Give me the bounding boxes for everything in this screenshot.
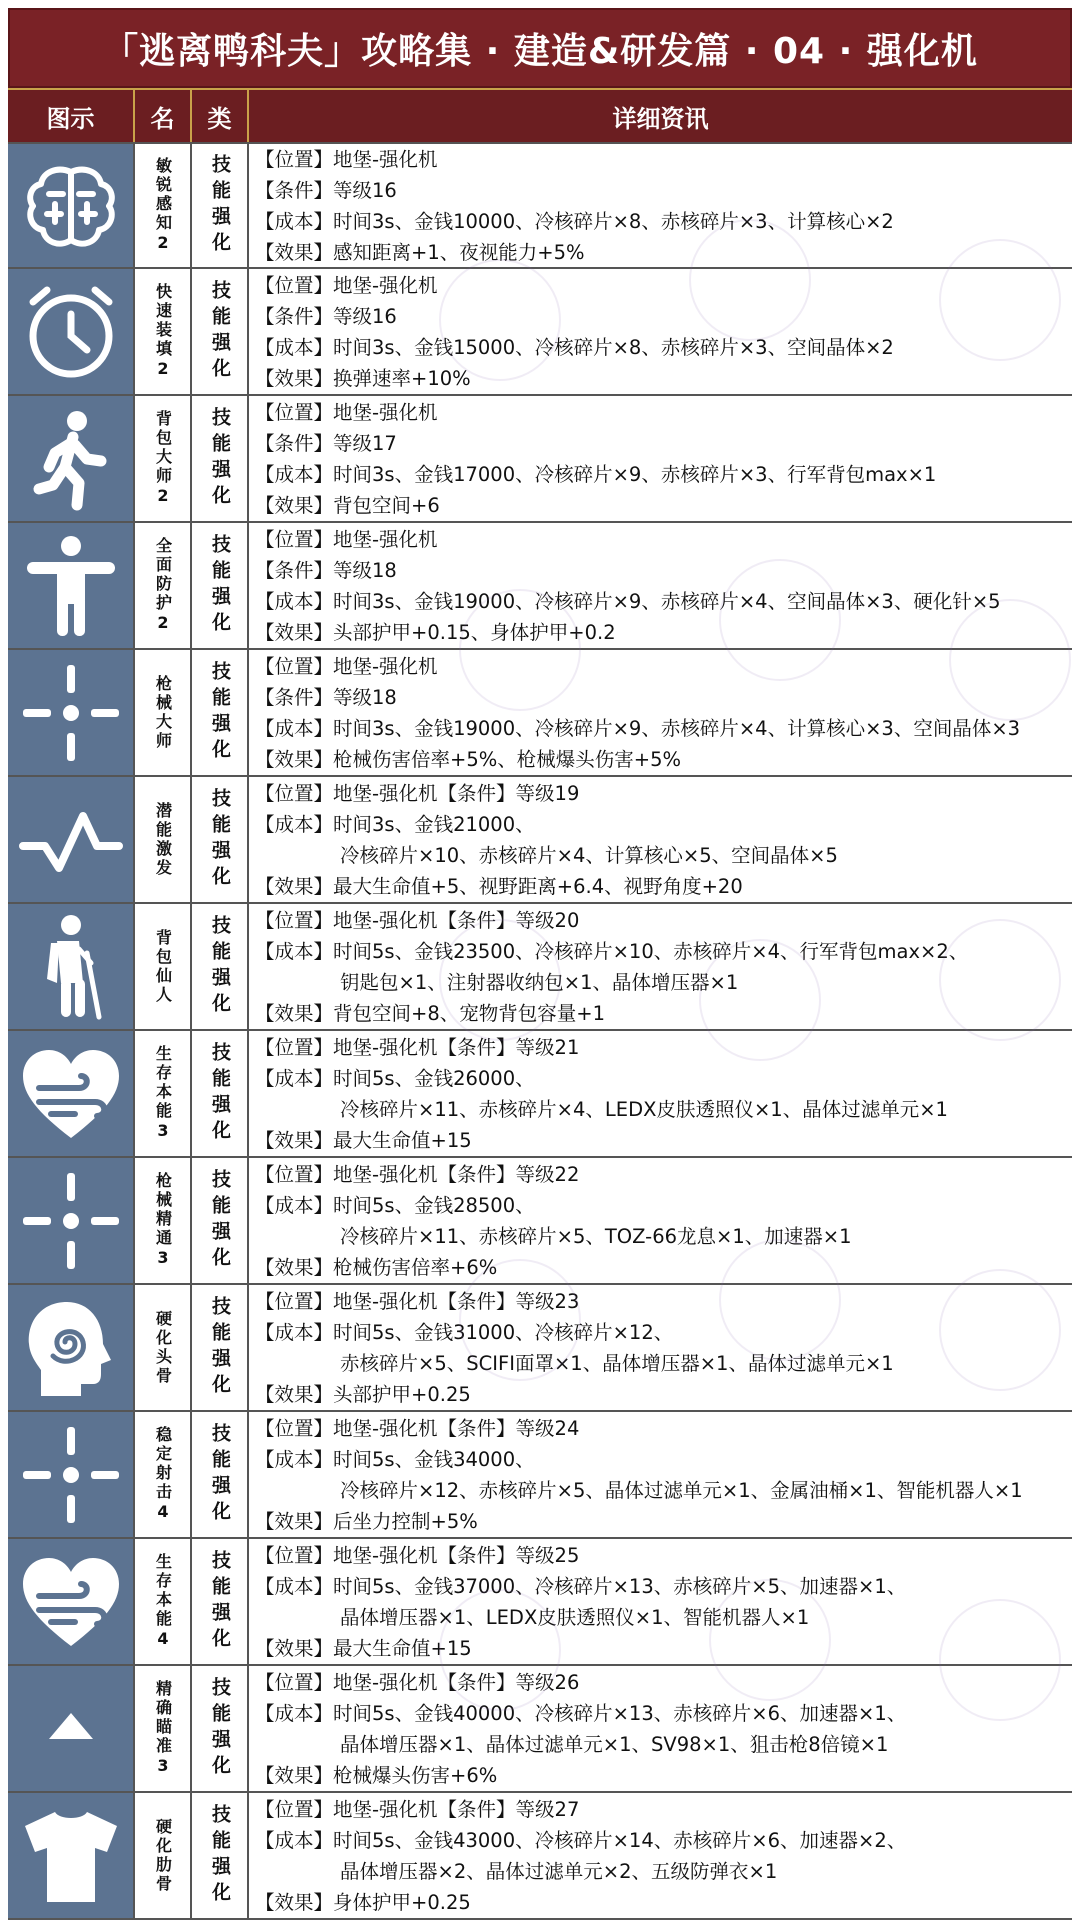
skill-name: 背包大师2 bbox=[153, 409, 173, 508]
table-row bbox=[8, 1158, 1072, 1285]
skill-name: 敏锐感知2 bbox=[153, 156, 173, 255]
skill-name: 精确瞄准3 bbox=[153, 1679, 173, 1778]
table-row bbox=[8, 904, 1072, 1031]
skill-detail-cell bbox=[249, 396, 1072, 521]
skill-name: 生存本能4 bbox=[153, 1552, 173, 1651]
detail-line: 【效果】头部护甲+0.15、身体护甲+0.2 bbox=[255, 620, 616, 644]
detail-line: 【效果】最大生命值+5、视野距离+6.4、视野角度+20 bbox=[255, 874, 743, 898]
table-row bbox=[8, 650, 1072, 777]
detail-line: 【成本】时间3s、金钱10000、冷核碎片×8、赤核碎片×3、计算核心×2 bbox=[255, 209, 894, 233]
detail-line: 【效果】枪械爆头伤害+6% bbox=[255, 1763, 498, 1787]
detail-line: 【成本】时间5s、金钱43000、冷核碎片×14、赤核碎片×6、加速器×2、 bbox=[255, 1828, 907, 1852]
skill-detail-cell bbox=[249, 1539, 1072, 1664]
table-row bbox=[8, 142, 1072, 269]
skill-type: 技能强化 bbox=[209, 533, 231, 638]
detail-line: 【成本】时间3s、金钱15000、冷核碎片×8、赤核碎片×3、空间晶体×2 bbox=[255, 335, 894, 359]
skill-name-cell bbox=[135, 904, 192, 1029]
skill-type-cell bbox=[192, 650, 249, 775]
skill-type-cell bbox=[192, 1539, 249, 1664]
skill-type: 技能强化 bbox=[209, 1676, 231, 1781]
detail-line: 【效果】换弹速率+10% bbox=[255, 366, 471, 390]
skill-type-cell bbox=[192, 1285, 249, 1410]
detail-line: 【成本】时间5s、金钱26000、 bbox=[255, 1066, 535, 1090]
detail-line: 【条件】等级16 bbox=[255, 178, 397, 202]
detail-line: 【位置】地堡-强化机 bbox=[255, 654, 438, 678]
skill-name: 背包仙人 bbox=[153, 928, 173, 1005]
detail-line: 【成本】时间3s、金钱21000、 bbox=[255, 812, 535, 836]
skill-name: 全面防护2 bbox=[153, 536, 173, 635]
skill-type: 技能强化 bbox=[209, 914, 231, 1019]
table-row bbox=[8, 1412, 1072, 1539]
skill-detail-cell bbox=[249, 1666, 1072, 1791]
table-row bbox=[8, 1793, 1072, 1920]
detail-line: 冷核碎片×11、赤核碎片×5、TOZ-66龙息×1、加速器×1 bbox=[340, 1224, 852, 1248]
detail-line: 冷核碎片×12、赤核碎片×5、晶体过滤单元×1、金属油桶×1、智能机器人×1 bbox=[340, 1478, 1023, 1502]
detail-line: 【位置】地堡-强化机【条件】等级24 bbox=[255, 1416, 580, 1440]
skill-type-cell bbox=[192, 396, 249, 521]
header-type-column: 类 bbox=[192, 90, 249, 142]
alarm-clock-icon bbox=[8, 269, 135, 394]
table-row bbox=[8, 523, 1072, 650]
skill-type-cell bbox=[192, 1793, 249, 1918]
detail-line: 【位置】地堡-强化机 bbox=[255, 147, 438, 171]
detail-line: 【效果】最大生命值+15 bbox=[255, 1128, 472, 1152]
skill-type: 技能强化 bbox=[209, 1549, 231, 1654]
shirt-icon bbox=[8, 1793, 135, 1918]
skill-type: 技能强化 bbox=[209, 1803, 231, 1908]
skill-type: 技能强化 bbox=[209, 406, 231, 511]
skill-detail-cell bbox=[249, 523, 1072, 648]
pulse-icon bbox=[8, 777, 135, 902]
detail-line: 【效果】后坐力控制+5% bbox=[255, 1509, 478, 1533]
skill-name-cell bbox=[135, 1539, 192, 1664]
detail-line: 【效果】背包空间+8、宠物背包容量+1 bbox=[255, 1001, 605, 1025]
detail-line: 【位置】地堡-强化机【条件】等级23 bbox=[255, 1289, 580, 1313]
detail-line: 【成本】时间3s、金钱19000、冷核碎片×9、赤核碎片×4、计算核心×3、空间晶体×3 bbox=[255, 716, 1021, 740]
detail-line: 【成本】时间3s、金钱17000、冷核碎片×9、赤核碎片×3、行军背包max×1 bbox=[255, 462, 937, 486]
detail-line: 【条件】等级18 bbox=[255, 558, 397, 582]
skill-type-cell bbox=[192, 1666, 249, 1791]
table-row bbox=[8, 777, 1072, 904]
skill-detail-cell bbox=[249, 777, 1072, 902]
detail-line: 【条件】等级16 bbox=[255, 304, 397, 328]
skill-name: 生存本能3 bbox=[153, 1044, 173, 1143]
table-row bbox=[8, 1031, 1072, 1158]
detail-line: 【效果】感知距离+1、夜视能力+5% bbox=[255, 240, 585, 264]
skill-type-cell bbox=[192, 904, 249, 1029]
skill-type: 技能强化 bbox=[209, 279, 231, 384]
skill-name-cell bbox=[135, 144, 192, 267]
header-detail-column: 详细资讯 bbox=[612, 104, 709, 133]
skill-type: 技能强化 bbox=[209, 1295, 231, 1400]
detail-line: 【位置】地堡-强化机 bbox=[255, 400, 438, 424]
brain-icon bbox=[8, 144, 135, 267]
detail-line: 【位置】地堡-强化机 bbox=[255, 273, 438, 297]
skill-name-cell bbox=[135, 1666, 192, 1791]
detail-line: 【位置】地堡-强化机【条件】等级26 bbox=[255, 1670, 580, 1694]
detail-line: 【位置】地堡-强化机【条件】等级25 bbox=[255, 1543, 580, 1567]
heart-wind-icon bbox=[8, 1031, 135, 1156]
detail-line: 【条件】等级18 bbox=[255, 685, 397, 709]
skill-detail-cell bbox=[249, 144, 1072, 267]
skill-name-cell bbox=[135, 396, 192, 521]
running-person-icon bbox=[8, 396, 135, 521]
crosshair-icon bbox=[8, 1412, 135, 1537]
skill-type: 技能强化 bbox=[209, 1168, 231, 1273]
skill-type: 技能强化 bbox=[209, 660, 231, 765]
detail-line: 【条件】等级17 bbox=[255, 431, 397, 455]
detail-line: 冷核碎片×10、赤核碎片×4、计算核心×5、空间晶体×5 bbox=[340, 843, 838, 867]
skill-name: 硬化肋骨 bbox=[153, 1817, 173, 1894]
skill-detail-cell bbox=[249, 650, 1072, 775]
detail-line: 晶体增压器×2、晶体过滤单元×2、五级防弹衣×1 bbox=[340, 1859, 778, 1883]
skill-type-cell bbox=[192, 144, 249, 267]
table-row bbox=[8, 269, 1072, 396]
table-row bbox=[8, 1666, 1072, 1793]
skill-name-cell bbox=[135, 1793, 192, 1918]
skill-name-cell bbox=[135, 1031, 192, 1156]
skill-detail-cell bbox=[249, 1412, 1072, 1537]
skill-name: 枪械精通3 bbox=[153, 1171, 173, 1270]
skill-table bbox=[8, 142, 1072, 1920]
heart-wind-icon bbox=[8, 1539, 135, 1664]
standing-person-icon bbox=[8, 523, 135, 648]
detail-line: 【位置】地堡-强化机 bbox=[255, 527, 438, 551]
skill-name-cell bbox=[135, 1412, 192, 1537]
detail-line: 【成本】时间5s、金钱40000、冷核碎片×13、赤核碎片×6、加速器×1、 bbox=[255, 1701, 907, 1725]
detail-line: 【效果】头部护甲+0.25 bbox=[255, 1382, 471, 1406]
detail-line: 赤核碎片×5、SCIFI面罩×1、晶体增压器×1、晶体过滤单元×1 bbox=[340, 1351, 894, 1375]
table-row bbox=[8, 1539, 1072, 1666]
skill-name: 快速装填2 bbox=[153, 282, 173, 381]
skill-detail-cell bbox=[249, 1793, 1072, 1918]
skill-detail-cell bbox=[249, 269, 1072, 394]
detail-line: 【效果】枪械伤害倍率+6% bbox=[255, 1255, 498, 1279]
detail-line: 【位置】地堡-强化机【条件】等级20 bbox=[255, 908, 580, 932]
detail-line: 【位置】地堡-强化机【条件】等级27 bbox=[255, 1797, 580, 1821]
detail-line: 【位置】地堡-强化机【条件】等级19 bbox=[255, 781, 580, 805]
detail-line: 钥匙包×1、注射器收纳包×1、晶体增压器×1 bbox=[340, 970, 739, 994]
skill-name-cell bbox=[135, 1158, 192, 1283]
skill-name-cell bbox=[135, 523, 192, 648]
spiral-head-icon bbox=[8, 1285, 135, 1410]
skill-type-cell bbox=[192, 523, 249, 648]
detail-line: 【成本】时间5s、金钱37000、冷核碎片×13、赤核碎片×5、加速器×1、 bbox=[255, 1574, 907, 1598]
skill-name: 枪械大师 bbox=[153, 674, 173, 751]
skill-detail-cell bbox=[249, 1031, 1072, 1156]
header-name-column: 名 bbox=[135, 90, 192, 142]
skill-detail-cell bbox=[249, 1285, 1072, 1410]
skill-detail-cell bbox=[249, 1158, 1072, 1283]
skill-name-cell bbox=[135, 777, 192, 902]
detail-line: 【效果】身体护甲+0.25 bbox=[255, 1890, 471, 1914]
skill-name-cell bbox=[135, 269, 192, 394]
skill-type-cell bbox=[192, 1412, 249, 1537]
triangle-up-icon bbox=[8, 1666, 135, 1791]
header-icon-column: 图示 bbox=[8, 90, 135, 142]
page-title: 「逃离鸭科夫」攻略集 · 建造&研发篇 · 04 · 强化机 bbox=[8, 8, 1072, 88]
skill-type: 技能强化 bbox=[209, 1041, 231, 1146]
hiker-icon bbox=[8, 904, 135, 1029]
skill-type-cell bbox=[192, 269, 249, 394]
skill-name: 硬化头骨 bbox=[153, 1309, 173, 1386]
detail-line: 【成本】时间3s、金钱19000、冷核碎片×9、赤核碎片×4、空间晶体×3、硬化针×5 bbox=[255, 589, 1001, 613]
skill-name: 稳定射击4 bbox=[153, 1425, 173, 1524]
skill-name: 潜能激发 bbox=[153, 801, 173, 878]
crosshair-icon bbox=[8, 1158, 135, 1283]
table-row bbox=[8, 396, 1072, 523]
detail-line: 【位置】地堡-强化机【条件】等级22 bbox=[255, 1162, 580, 1186]
skill-name-cell bbox=[135, 1285, 192, 1410]
table-header bbox=[8, 88, 1072, 142]
detail-line: 【成本】时间5s、金钱31000、冷核碎片×12、 bbox=[255, 1320, 674, 1344]
skill-type-cell bbox=[192, 1031, 249, 1156]
crosshair-icon bbox=[8, 650, 135, 775]
detail-line: 【效果】枪械伤害倍率+5%、枪械爆头伤害+5% bbox=[255, 747, 682, 771]
detail-line: 【成本】时间5s、金钱34000、 bbox=[255, 1447, 535, 1471]
detail-line: 晶体增压器×1、晶体过滤单元×1、SV98×1、狙击枪8倍镜×1 bbox=[340, 1732, 889, 1756]
skill-type-cell bbox=[192, 1158, 249, 1283]
skill-detail-cell bbox=[249, 904, 1072, 1029]
detail-line: 【效果】最大生命值+15 bbox=[255, 1636, 472, 1660]
table-row bbox=[8, 1285, 1072, 1412]
detail-line: 【成本】时间5s、金钱28500、 bbox=[255, 1193, 535, 1217]
skill-type: 技能强化 bbox=[209, 787, 231, 892]
detail-line: 冷核碎片×11、赤核碎片×4、LEDX皮肤透照仪×1、晶体过滤单元×1 bbox=[340, 1097, 948, 1121]
skill-type-cell bbox=[192, 777, 249, 902]
detail-line: 晶体增压器×1、LEDX皮肤透照仪×1、智能机器人×1 bbox=[340, 1605, 810, 1629]
skill-type: 技能强化 bbox=[209, 1422, 231, 1527]
skill-type: 技能强化 bbox=[209, 153, 231, 258]
detail-line: 【位置】地堡-强化机【条件】等级21 bbox=[255, 1035, 580, 1059]
detail-line: 【效果】背包空间+6 bbox=[255, 493, 440, 517]
skill-name-cell bbox=[135, 650, 192, 775]
detail-line: 【成本】时间5s、金钱23500、冷核碎片×10、赤核碎片×4、行军背包max×2、 bbox=[255, 939, 969, 963]
